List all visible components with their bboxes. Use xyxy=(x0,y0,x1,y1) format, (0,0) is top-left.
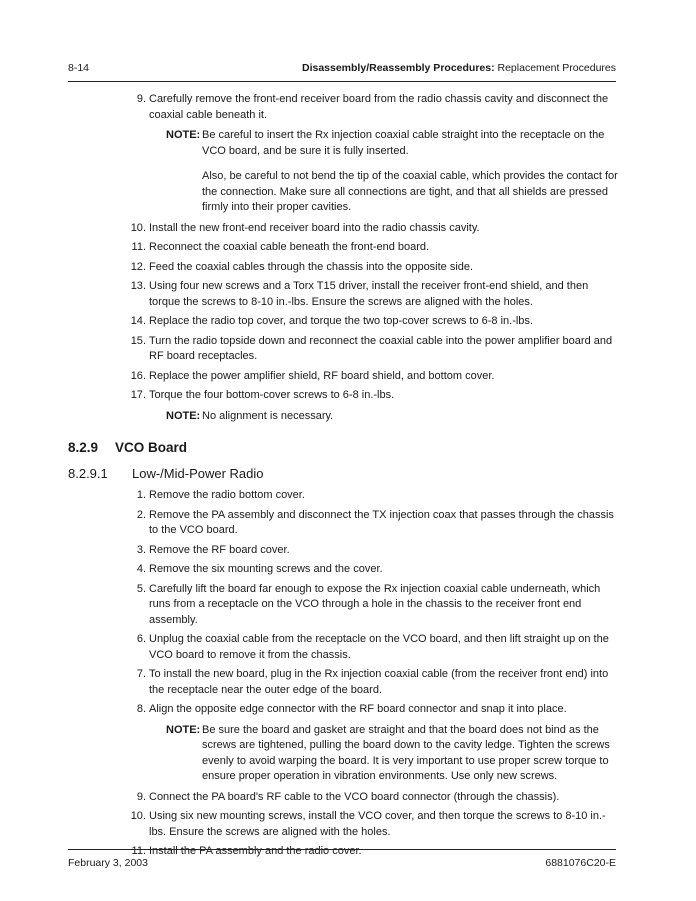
note-label: NOTE: xyxy=(166,409,201,422)
step-number: 14 . xyxy=(120,314,146,330)
step-number: 9 . xyxy=(120,790,146,806)
list-item xyxy=(68,240,620,256)
step-number: 11 . xyxy=(120,844,146,860)
section-heading xyxy=(68,440,620,456)
procedure-list-2 xyxy=(68,488,620,718)
list-item xyxy=(68,632,620,663)
list-item xyxy=(68,388,620,404)
step-text: Replace the radio top cover, and torque the two top-cover screws to 6-8 in.-lbs. xyxy=(149,315,533,327)
list-item xyxy=(68,279,620,310)
note-paragraph: Also, be careful to not bend the tip of the coaxial cable, which provides the contact for the connection. Make sure all connections are tight, and that all shields are pressed firmly into their proper cavities. xyxy=(202,170,618,213)
procedure-list-1-continued xyxy=(68,221,620,404)
list-item xyxy=(68,508,620,539)
list-item xyxy=(68,221,620,237)
step-number: 12 . xyxy=(120,260,146,276)
header-section-title xyxy=(302,62,616,74)
header-rule xyxy=(68,81,616,82)
note-paragraph: No alignment is necessary. xyxy=(202,409,334,422)
step-text: Torque the four bottom-cover screws to 6-8 in.-lbs. xyxy=(149,389,395,401)
step-text: Using four new screws and a Torx T15 driver, install the receiver front-end shield, and then torque the screws to 8-10 in.-lbs. Ensure the screws are aligned with the holes. xyxy=(149,280,589,308)
step-number: 3 . xyxy=(120,543,146,559)
step-number: 2 . xyxy=(120,508,146,524)
page-content xyxy=(68,92,620,864)
note-label: NOTE: xyxy=(166,723,201,736)
step-number: 5 . xyxy=(120,582,146,598)
list-item xyxy=(68,562,620,578)
step-number: 7 . xyxy=(120,667,146,683)
list-item xyxy=(68,809,620,840)
step-text: Connect the PA board's RF cable to the VCO board connector (through the chassis). xyxy=(149,790,560,803)
procedure-list-1 xyxy=(68,92,620,123)
list-item xyxy=(68,582,620,629)
step-text: Remove the six mounting screws and the cover. xyxy=(149,563,383,575)
list-item xyxy=(68,369,620,385)
note-block xyxy=(166,723,620,785)
list-item xyxy=(68,334,620,365)
header-section-bold: Disassembly/Reassembly Procedures: xyxy=(301,62,495,74)
list-item xyxy=(68,260,620,276)
subsection-heading xyxy=(68,466,620,482)
step-number: 4 . xyxy=(120,562,146,578)
step-text: Reconnect the coaxial cable beneath the front-end board. xyxy=(149,241,430,253)
section-number: 8.2.9 xyxy=(68,440,99,455)
note-paragraph: Be careful to insert the Rx injection coaxial cable straight into the receptacle on the VCO board, and be sure it is fully inserted. xyxy=(202,129,605,157)
step-number: 11 . xyxy=(120,240,146,256)
step-number: 10 . xyxy=(120,809,146,825)
step-number: 13 . xyxy=(120,279,146,295)
footer-date: February 3, 2003 xyxy=(68,857,148,869)
subsection-number: 8.2.9.1 xyxy=(68,465,108,481)
page-header xyxy=(68,62,616,74)
note-block xyxy=(166,409,620,425)
step-text: Align the opposite edge connector with the RF board connector and snap it into place. xyxy=(149,703,567,715)
step-text: Install the new front-end receiver board into the radio chassis cavity. xyxy=(149,221,480,234)
step-text: Using six new mounting screws, install the VCO cover, and then torque the screws to 8-10 in.-lbs. Ensure the screws are aligned with the holes. xyxy=(149,810,606,838)
list-item xyxy=(68,314,620,330)
subsection-title: Low-/Mid-Power Radio xyxy=(132,465,264,481)
step-number: 10 . xyxy=(120,221,146,237)
step-text: Remove the radio bottom cover. xyxy=(149,489,305,501)
page-footer xyxy=(68,857,616,869)
step-text: Remove the RF board cover. xyxy=(149,543,290,556)
step-number: 15 . xyxy=(120,334,146,350)
step-text: To install the new board, plug in the Rx injection coaxial cable (from the receiver front end) into the receptacle near the outer edge of the board. xyxy=(149,668,609,696)
step-text: Turn the radio topside down and reconnect the coaxial cable into the power amplifier board and RF board receptacles. xyxy=(149,334,613,362)
list-item xyxy=(68,543,620,559)
list-item xyxy=(68,702,620,718)
step-text: Carefully lift the board far enough to expose the Rx injection coaxial cable underneath, which runs from a receptacle on the VCO through a hole in the chassis to the receiver front end assembly. xyxy=(149,582,601,626)
note-block xyxy=(166,128,620,216)
step-text: Feed the coaxial cables through the chassis into the opposite side. xyxy=(149,260,474,273)
step-text: Install the PA assembly and the radio cover. xyxy=(149,845,362,857)
footer-rule xyxy=(68,849,616,850)
step-number: 8 . xyxy=(120,702,146,718)
step-text: Replace the power amplifier shield, RF board shield, and bottom cover. xyxy=(149,369,495,382)
list-item xyxy=(68,667,620,698)
list-item xyxy=(68,790,620,806)
note-paragraph: Be sure the board and gasket are straight and that the board does not bind as the screws are tightened, pulling the board down to the cavity ledge. Tighten the screws evenly to avoid warping the board. It is very important to use proper screw torque to ensure proper operation in vibration environments. Use only new screws. xyxy=(202,723,610,782)
list-item xyxy=(68,92,620,123)
note-label: NOTE: xyxy=(166,129,201,141)
header-section-rest: Replacement Procedures xyxy=(494,62,616,74)
footer-doc-number: 6881076C20-E xyxy=(545,857,616,869)
step-number: 1 . xyxy=(120,488,146,504)
list-item xyxy=(68,488,620,504)
step-text: Unplug the coaxial cable from the receptacle on the VCO board, and then lift straight up on the VCO board to remove it from the chassis. xyxy=(149,633,609,661)
page-number: 8-14 xyxy=(68,62,90,74)
step-text: Remove the PA assembly and disconnect the TX injection coax that passes through the chassis to the VCO board. xyxy=(149,508,614,536)
section-title: VCO Board xyxy=(115,440,188,455)
step-number: 17 . xyxy=(120,388,146,404)
step-number: 9 . xyxy=(120,92,146,108)
step-text: Carefully remove the front-end receiver board from the radio chassis cavity and disconnect the coaxial cable beneath it. xyxy=(149,93,609,121)
step-number: 6 . xyxy=(120,632,146,648)
step-number: 16 . xyxy=(120,369,146,385)
